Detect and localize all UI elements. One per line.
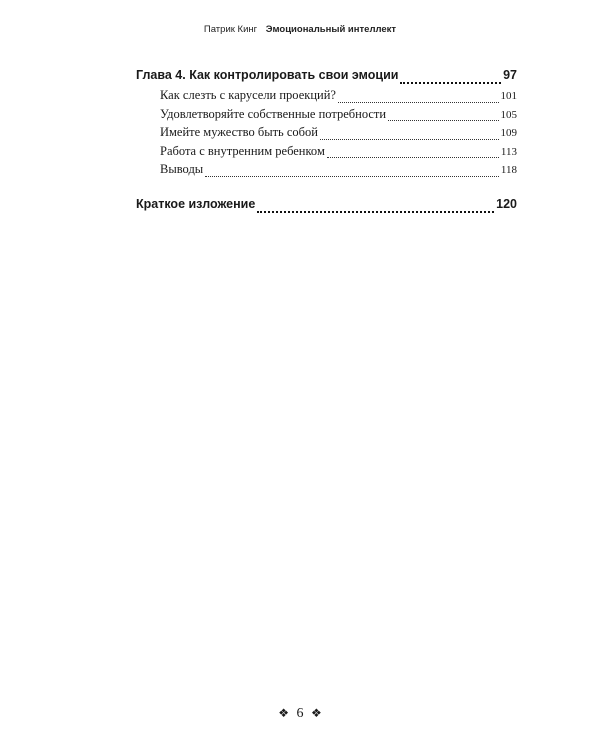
toc-section[interactable] [136, 88, 517, 107]
toc-chapter-4[interactable] [136, 68, 517, 88]
toc-section[interactable] [136, 144, 517, 163]
ornament-icon: ❖ [311, 706, 322, 720]
page-number: 6 [296, 706, 304, 721]
toc-entry-label: Работа с внутренним ребенком [160, 143, 325, 158]
toc-entry-label: Выводы [160, 162, 204, 176]
spacer [136, 181, 517, 197]
toc-entry-label: Удовлетворяйте собственные потребности [160, 106, 387, 121]
toc-section[interactable] [136, 162, 517, 181]
toc-entry-label: Краткое изложение [136, 196, 256, 211]
ornament-icon: ❖ [278, 706, 289, 720]
toc-entry-page: 120 [496, 196, 517, 211]
toc-entry-page: 109 [500, 127, 517, 139]
header-author: Патрик Кинг [203, 24, 258, 35]
toc-entry-page: 105 [500, 108, 517, 121]
toc-section[interactable] [136, 107, 517, 126]
toc-entry-page: 97 [503, 68, 517, 82]
dot-leader [400, 82, 501, 84]
dot-leader [338, 102, 499, 103]
header-book-title: Эмоциональный интеллект [265, 24, 397, 35]
dot-leader [388, 120, 498, 121]
toc-entry-page: 118 [500, 164, 517, 176]
toc-entry-page: 101 [500, 90, 517, 102]
dot-leader [327, 157, 499, 158]
dot-leader [320, 139, 499, 140]
toc-entry-page: 113 [500, 145, 517, 158]
dot-leader [205, 176, 499, 177]
toc-entry-label: Как слезть с карусели проекций? [160, 88, 336, 102]
toc-section[interactable] [136, 125, 517, 144]
table-of-contents [136, 68, 517, 217]
page-footer [0, 706, 600, 722]
toc-entry-label: Глава 4. Как контролировать свои эмоции [136, 68, 399, 82]
toc-summary[interactable] [136, 197, 517, 217]
toc-entry-label: Имейте мужество быть собой [160, 125, 318, 139]
dot-leader [257, 211, 494, 213]
running-head [0, 24, 600, 35]
